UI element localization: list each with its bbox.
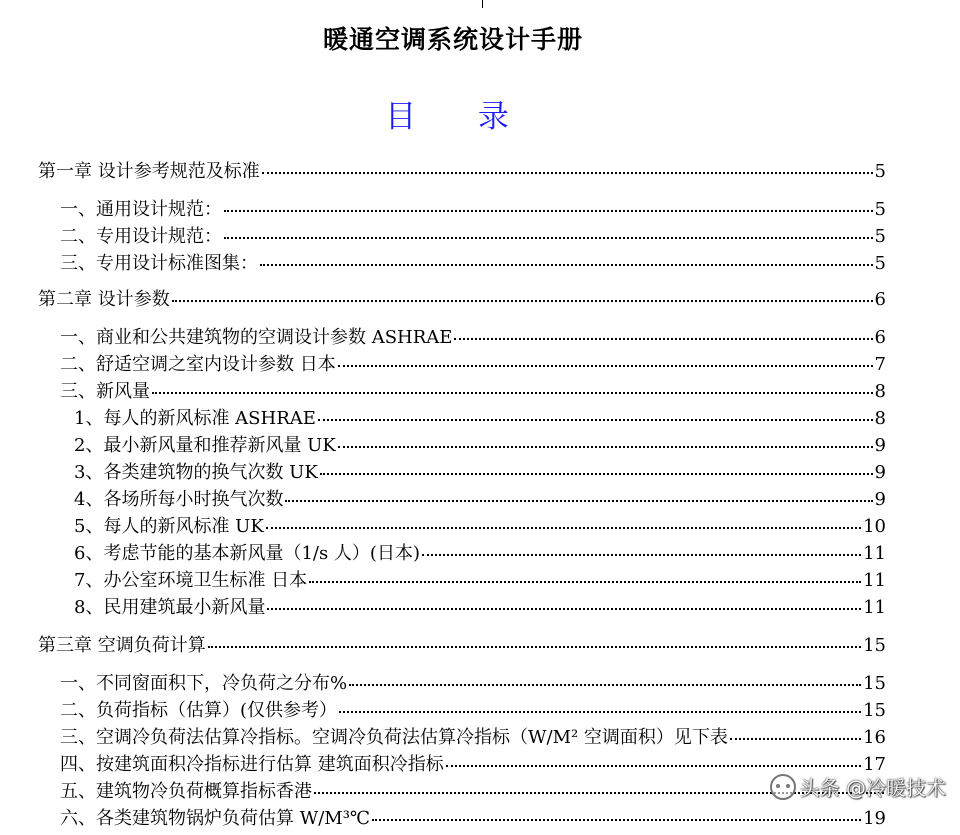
toc-dot-leader	[320, 473, 873, 475]
toc-page-number: 9	[874, 489, 886, 510]
toc-entry-title: 三、空调冷负荷法估算冷指标。空调冷负荷法估算冷指标（W/M² 空调面积）见下表	[60, 727, 728, 748]
toc-page-number: 17	[863, 754, 886, 775]
toc-entry[interactable]	[74, 596, 886, 620]
toc-page-number: 15	[863, 635, 886, 656]
toc-page-number: 5	[874, 161, 886, 182]
toc-entry[interactable]	[60, 699, 886, 723]
toc-chapter-entry[interactable]	[38, 288, 886, 312]
toc-entry-title: 五、建筑物冷负荷概算指标香港	[60, 781, 312, 802]
toc-entry-title: 7、办公室环境卫生标准 日本	[74, 570, 308, 591]
toc-entry[interactable]	[74, 542, 886, 566]
toc-entry-title: 第三章 空调负荷计算	[38, 635, 206, 656]
toc-page-number: 19	[863, 808, 886, 829]
toc-entry[interactable]	[74, 461, 886, 485]
toc-dot-leader	[224, 237, 873, 239]
watermark	[770, 772, 946, 801]
toc-page-number: 9	[874, 435, 886, 456]
toc-page-number: 15	[863, 673, 886, 694]
toc-dot-leader	[339, 711, 861, 713]
toc-dot-leader	[338, 365, 873, 367]
toc-entry[interactable]	[60, 252, 886, 276]
toc-dot-leader	[730, 738, 861, 740]
toc-entry-title: 三、专用设计标准图集：	[60, 253, 258, 274]
wechat-logo-icon	[770, 774, 796, 800]
toc-entry[interactable]	[60, 672, 886, 696]
toc-page-number: 6	[874, 327, 886, 348]
toc-entry[interactable]	[60, 380, 886, 404]
toc-dot-leader	[285, 500, 872, 502]
toc-entry[interactable]	[74, 434, 886, 458]
toc-page-number: 10	[863, 516, 886, 537]
toc-entry-title: 8、民用建筑最小新风量	[74, 597, 266, 618]
toc-page-number: 5	[874, 226, 886, 247]
toc-page-number: 15	[863, 700, 886, 721]
toc-page-number: 5	[874, 253, 886, 274]
toc-entry-title: 1、每人的新风标准 ASHRAE	[74, 408, 316, 429]
toc-entry[interactable]	[60, 753, 886, 777]
toc-page-number: 9	[874, 462, 886, 483]
toc-dot-leader	[260, 264, 873, 266]
toc-dot-leader	[224, 210, 873, 212]
toc-dot-leader	[266, 527, 861, 529]
toc-dot-leader	[454, 338, 872, 340]
toc-entry-title: 二、负荷指标（估算）(仅供参考）	[60, 700, 338, 721]
toc-entry[interactable]	[74, 569, 886, 593]
toc-dot-leader	[338, 446, 873, 448]
toc-entry[interactable]	[60, 198, 886, 222]
toc-dot-leader	[262, 172, 873, 174]
toc-entry-title: 6、考虑节能的基本新风量（1/s 人）(日本)	[74, 543, 420, 564]
toc-page-number: 5	[874, 199, 886, 220]
toc-page-number: 8	[874, 408, 886, 429]
toc-entry[interactable]	[60, 780, 886, 804]
toc-entry-title: 3、各类建筑物的换气次数 UK	[74, 462, 318, 483]
toc-chapter-entry[interactable]	[38, 160, 886, 184]
document-title: 暖通空调系统设计手册	[322, 25, 583, 54]
toc-entry[interactable]	[60, 726, 886, 750]
watermark-text: 头条 @冷暖技术	[799, 776, 946, 800]
toc-chapter-entry[interactable]	[38, 634, 886, 658]
toc-dot-leader	[318, 419, 873, 421]
toc-heading: 目 录	[385, 99, 535, 135]
toc-entry[interactable]	[74, 488, 886, 512]
toc-entry-title: 二、专用设计规范：	[60, 226, 222, 247]
toc-page-number: 16	[863, 727, 886, 748]
toc-entry-title: 一、通用设计规范：	[60, 199, 222, 220]
toc-page-number: 11	[863, 543, 886, 564]
toc-dot-leader	[309, 581, 861, 583]
toc-page-number: 7	[874, 354, 886, 375]
toc-dot-leader	[152, 392, 873, 394]
toc-page-number: 6	[874, 289, 886, 310]
toc-page-number: 11	[863, 570, 886, 591]
toc-entry-title: 四、按建筑面积冷指标进行估算 建筑面积冷指标	[60, 754, 444, 775]
toc-dot-leader	[267, 608, 861, 610]
toc-entry[interactable]	[60, 353, 886, 377]
toc-entry-title: 第二章 设计参数	[38, 289, 170, 310]
toc-entry[interactable]	[74, 515, 886, 539]
toc-entry[interactable]	[74, 407, 886, 431]
toc-entry-title: 一、商业和公共建筑物的空调设计参数 ASHRAE	[60, 327, 453, 348]
toc-entry[interactable]	[60, 807, 886, 831]
toc-page-number: 8	[874, 381, 886, 402]
toc-dot-leader	[446, 765, 861, 767]
toc-entry[interactable]	[60, 326, 886, 350]
toc-dot-leader	[172, 300, 873, 302]
toc-entry-title: 2、最小新风量和推荐新风量 UK	[74, 435, 336, 456]
toc-entry-title: 二、舒适空调之室内设计参数 日本	[60, 354, 336, 375]
toc-dot-leader	[349, 684, 861, 686]
toc-entry-title: 第一章 设计参考规范及标准	[38, 161, 260, 182]
toc-dot-leader	[208, 646, 861, 648]
toc-entry-title: 三、新风量	[60, 381, 150, 402]
toc-dot-leader	[372, 819, 861, 821]
toc-entry-title: 六、各类建筑物锅炉负荷估算 W/M³℃	[60, 808, 371, 829]
toc-entry-title: 4、各场所每小时换气次数	[74, 489, 284, 510]
toc-entry-title: 一、不同窗面积下，冷负荷之分布%	[60, 673, 348, 694]
toc-page-number: 11	[863, 597, 886, 618]
toc-entry-title: 5、每人的新风标准 UK	[74, 516, 264, 537]
toc-dot-leader	[422, 554, 861, 556]
toc-entry[interactable]	[60, 225, 886, 249]
